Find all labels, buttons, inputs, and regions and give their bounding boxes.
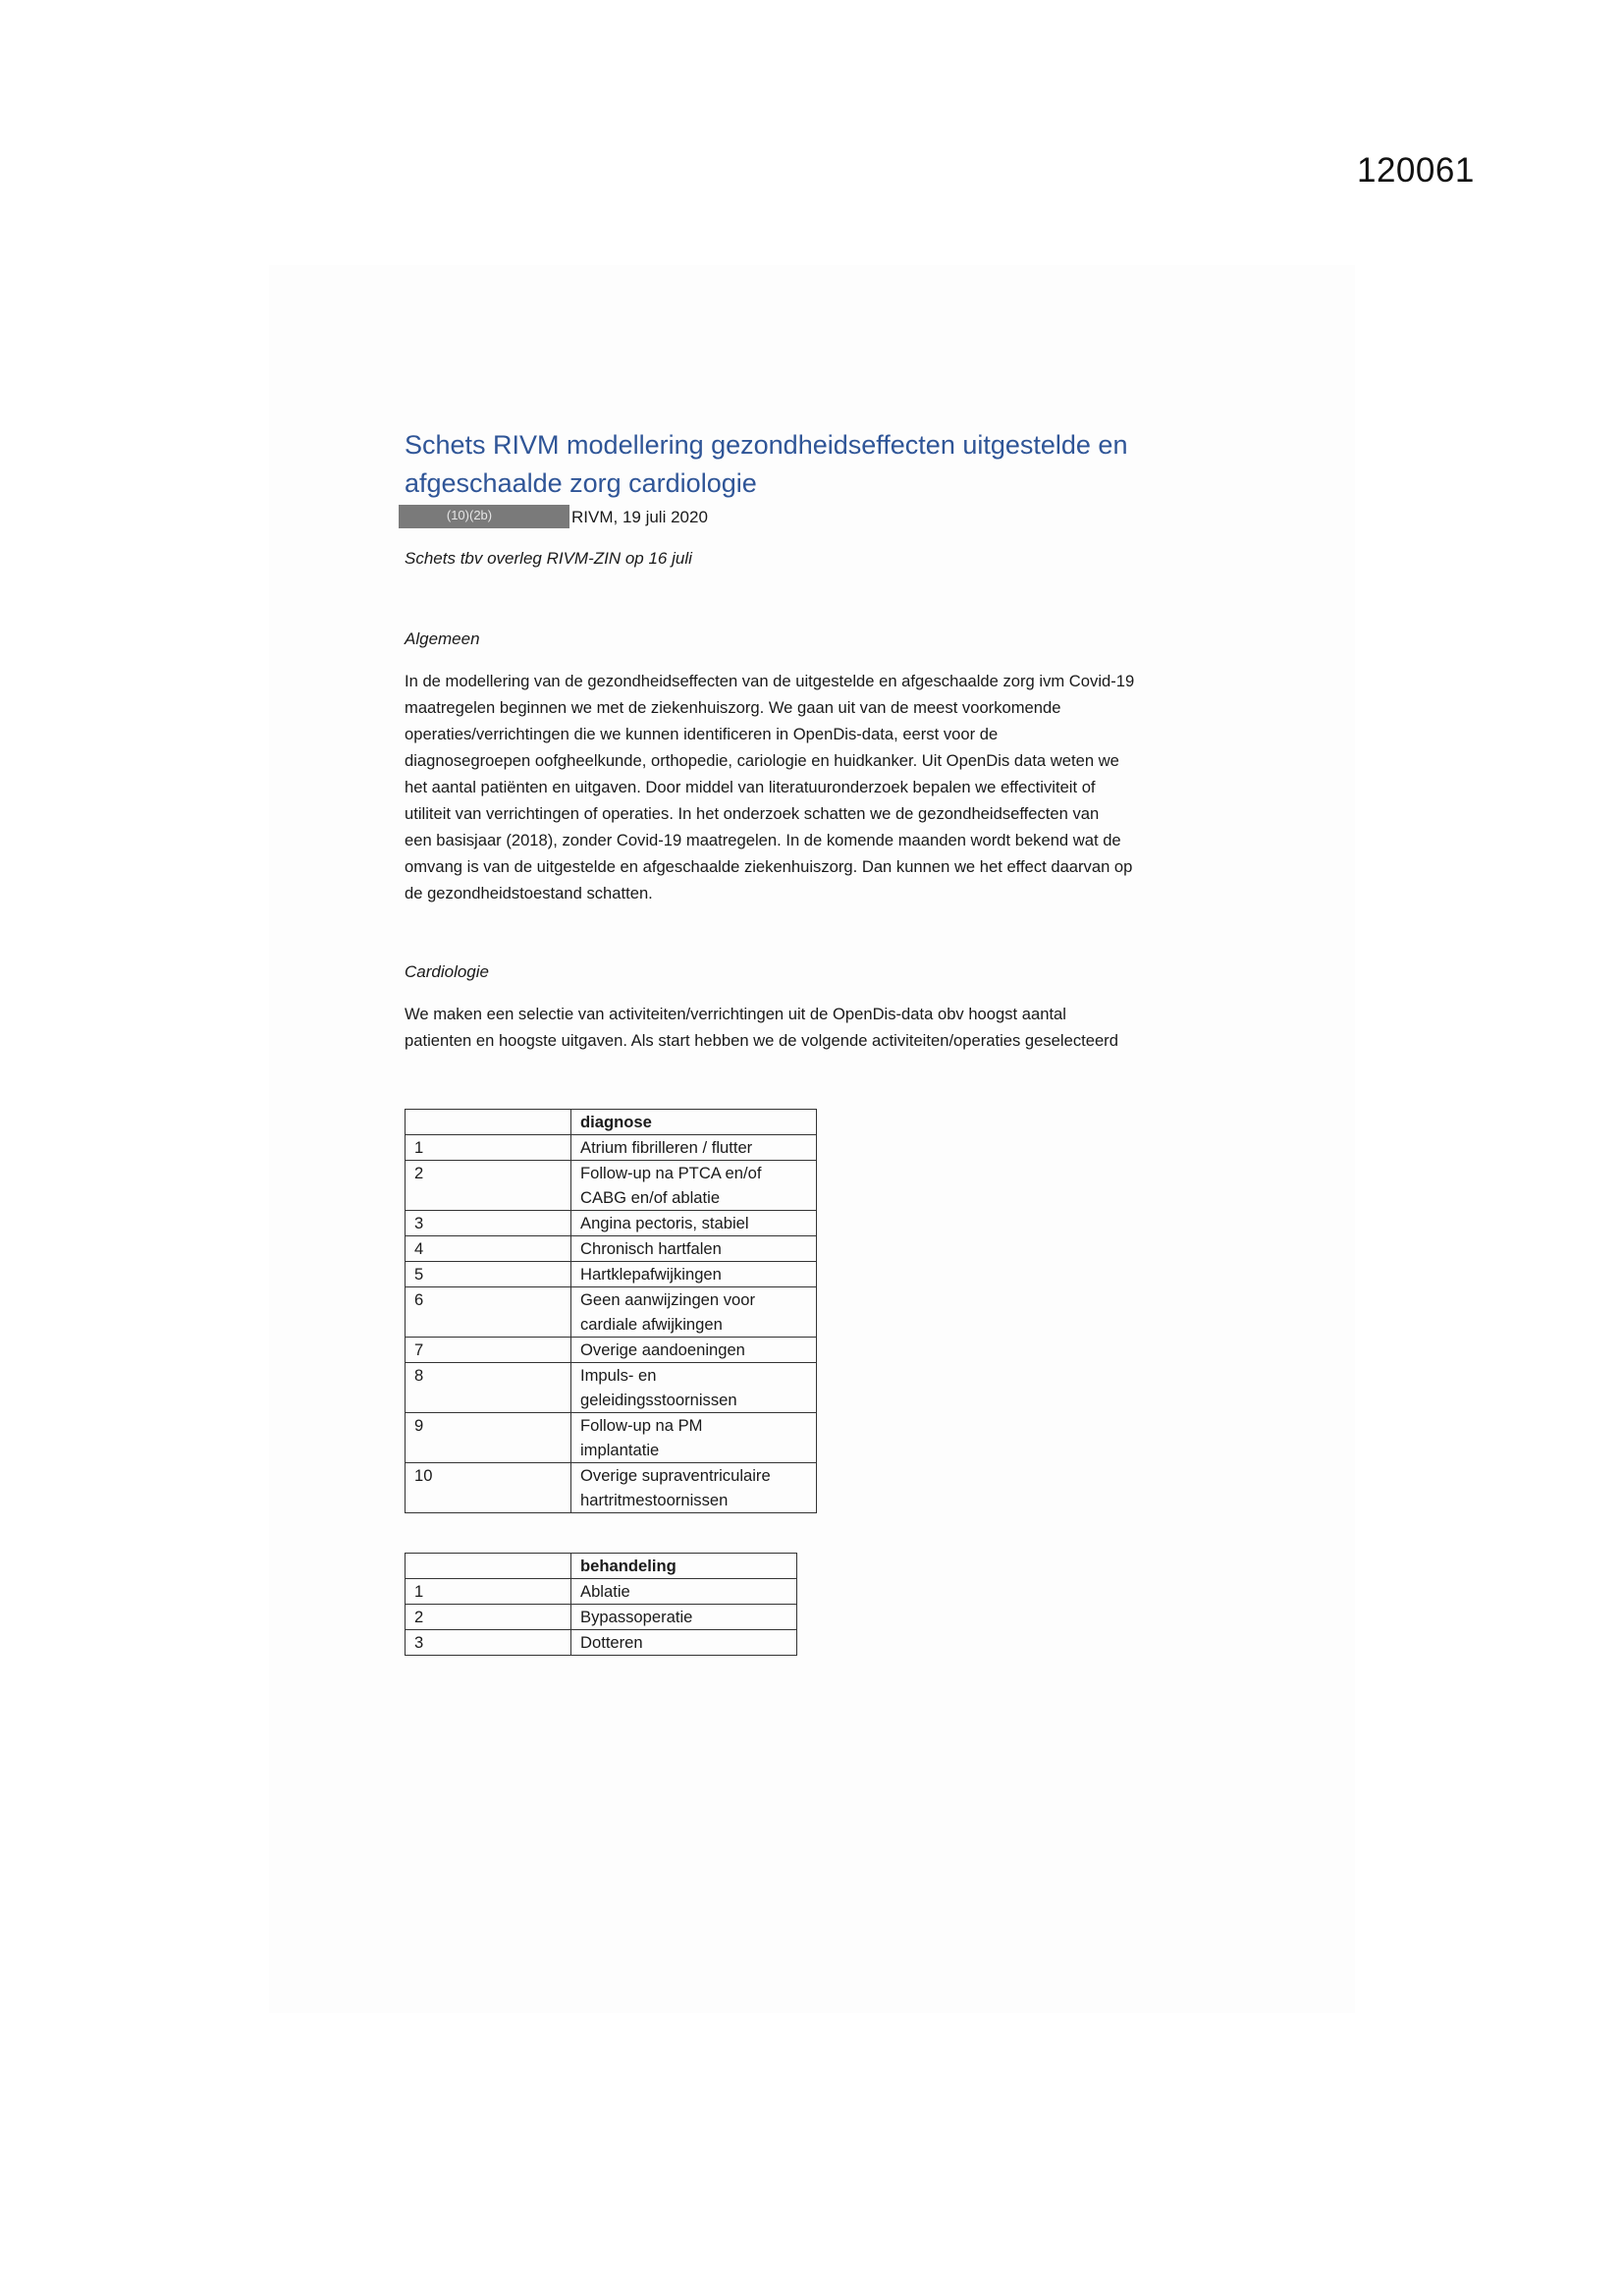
cell-text-line: Overige aandoeningen (580, 1340, 745, 1359)
document-title (405, 426, 1229, 503)
table-row (406, 1363, 817, 1413)
table-row (406, 1211, 817, 1236)
document-content (405, 426, 1229, 1656)
row-value-cell (571, 1579, 797, 1605)
cell-text-line: cardiale afwijkingen (580, 1315, 723, 1334)
paragraph-line: een basisjaar (2018), zonder Covid-19 maatregelen. In de komende maanden wordt bekend wat de (405, 831, 1121, 849)
cell-text-line: implantatie (580, 1441, 660, 1459)
table-row (406, 1287, 817, 1338)
paragraph-line: diagnosegroepen oofgheelkunde, orthopedie, cariologie en huidkanker. Uit OpenDis data weten we (405, 751, 1119, 770)
paragraph-line: We maken een selectie van activiteiten/verrichtingen uit de OpenDis-data obv hoogst aantal (405, 1005, 1066, 1023)
cell-text-line: Overige supraventriculaire (580, 1466, 771, 1485)
row-number-cell: 10 (406, 1463, 571, 1513)
subtitle: Schets tbv overleg RIVM-ZIN op 16 juli (405, 549, 692, 568)
table-header-cell (406, 1554, 571, 1579)
cell-text-line: Geen aanwijzingen voor (580, 1290, 756, 1309)
cell-text-line: Atrium fibrilleren / flutter (580, 1138, 753, 1157)
table-header-row (406, 1110, 817, 1135)
row-number-cell: 4 (406, 1236, 571, 1262)
cell-text-line: Hartklepafwijkingen (580, 1265, 722, 1284)
table-row (406, 1579, 797, 1605)
cell-text-line: CABG en/of ablatie (580, 1188, 721, 1207)
row-number-cell: 7 (406, 1338, 571, 1363)
cell-text-line: geleidingsstoornissen (580, 1391, 737, 1409)
table-row (406, 1236, 817, 1262)
table-row (406, 1338, 817, 1363)
paragraph-line: patienten en hoogste uitgaven. Als start hebben we de volgende activiteiten/operaties geselecteerd (405, 1031, 1118, 1050)
row-number-cell: 1 (406, 1579, 571, 1605)
paragraph-line: operaties/verrichtingen die we kunnen identificeren in OpenDis-data, eerst voor de (405, 725, 999, 743)
table-header-row (406, 1554, 797, 1579)
row-number-cell: 1 (406, 1135, 571, 1161)
table-row (406, 1463, 817, 1513)
paragraph-cardiologie (405, 1001, 1229, 1054)
table-row (406, 1413, 817, 1463)
behandeling-table (405, 1553, 797, 1656)
table-row (406, 1630, 797, 1656)
row-number-cell: 3 (406, 1211, 571, 1236)
row-number-cell: 9 (406, 1413, 571, 1463)
row-number-cell: 3 (406, 1630, 571, 1656)
section-heading-algemeen: Algemeen (405, 629, 480, 648)
cell-text-line: Chronisch hartfalen (580, 1239, 722, 1258)
cell-text-line: Dotteren (580, 1633, 643, 1652)
table-header-cell: diagnose (571, 1110, 817, 1135)
table-row (406, 1605, 797, 1630)
paragraph-line: de gezondheidstoestand schatten. (405, 884, 653, 902)
cell-text-line: Follow-up na PM (580, 1416, 703, 1435)
row-value-cell (571, 1363, 817, 1413)
row-value-cell (571, 1236, 817, 1262)
row-value-cell (571, 1135, 817, 1161)
table-header-cell: behandeling (571, 1554, 797, 1579)
diagnose-table (405, 1109, 817, 1513)
redaction-label: (10)(2b) (446, 508, 493, 522)
paragraph-line: In de modellering van de gezondheidseffecten van de uitgestelde en afgeschaalde zorg ivm Covid-19 (405, 672, 1135, 690)
paragraph-line: utiliteit van verrichtingen of operaties. In het onderzoek schatten we de gezondheidseffecten van (405, 804, 1100, 823)
paragraph-line: maatregelen beginnen we met de ziekenhuiszorg. We gaan uit van de meest voorkomende (405, 698, 1061, 717)
section-heading-cardiologie: Cardiologie (405, 962, 489, 981)
cell-text-line: Impuls- en (580, 1366, 657, 1385)
author-line (405, 505, 1229, 530)
cell-text-line: Ablatie (580, 1582, 630, 1601)
row-value-cell (571, 1161, 817, 1211)
row-number-cell: 5 (406, 1262, 571, 1287)
row-value-cell (571, 1630, 797, 1656)
title-line: Schets RIVM modellering gezondheidseffecten uitgestelde en (405, 430, 1128, 460)
table-row (406, 1262, 817, 1287)
cell-text-line: Angina pectoris, stabiel (580, 1214, 749, 1232)
row-value-cell (571, 1262, 817, 1287)
row-number-cell: 2 (406, 1161, 571, 1211)
row-value-cell (571, 1211, 817, 1236)
table-row (406, 1161, 817, 1211)
cell-text-line: Follow-up na PTCA en/of (580, 1164, 762, 1182)
row-number-cell: 8 (406, 1363, 571, 1413)
row-value-cell (571, 1605, 797, 1630)
row-value-cell (571, 1338, 817, 1363)
table-row (406, 1135, 817, 1161)
cell-text-line: hartritmestoornissen (580, 1491, 729, 1509)
redaction-box (399, 505, 569, 528)
row-value-cell (571, 1287, 817, 1338)
table-header-cell (406, 1110, 571, 1135)
row-number-cell: 2 (406, 1605, 571, 1630)
document-number: 120061 (1357, 151, 1475, 190)
paragraph-line: het aantal patiënten en uitgaven. Door middel van literatuuronderzoek bepalen we effectiviteit of (405, 778, 1096, 796)
row-value-cell (571, 1463, 817, 1513)
author-date: RIVM, 19 juli 2020 (571, 508, 708, 526)
cell-text-line: Bypassoperatie (580, 1608, 693, 1626)
title-line: afgeschaalde zorg cardiologie (405, 468, 757, 498)
paragraph-algemeen (405, 668, 1229, 906)
paragraph-line: omvang is van de uitgestelde en afgeschaalde ziekenhuiszorg. Dan kunnen we het effect daarvan op (405, 857, 1133, 876)
row-value-cell (571, 1413, 817, 1463)
row-number-cell: 6 (406, 1287, 571, 1338)
